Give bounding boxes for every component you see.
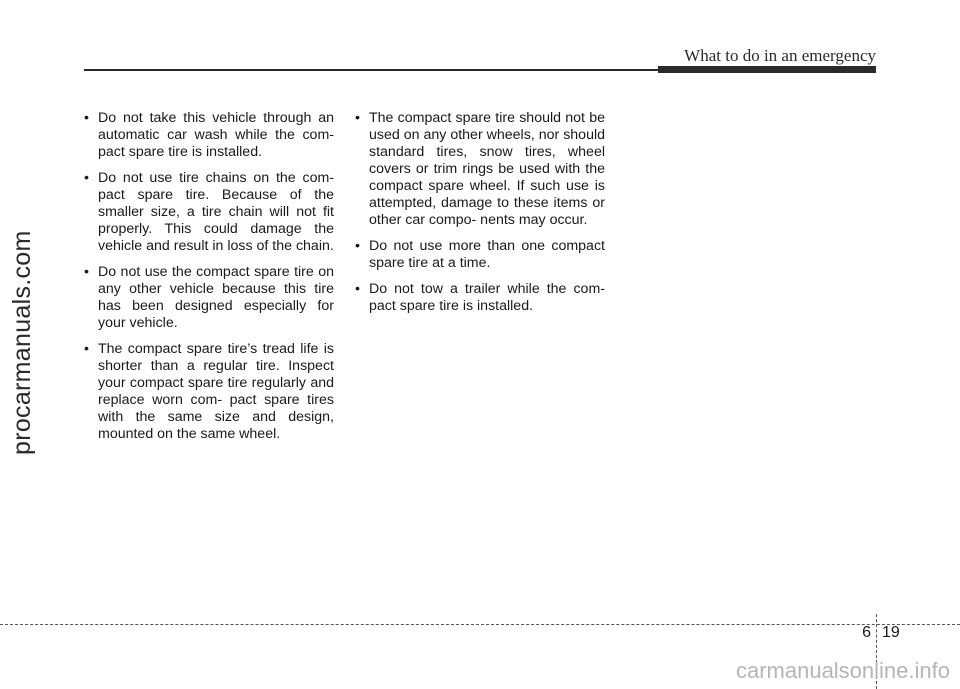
right-column	[355, 110, 605, 324]
side-watermark: procarmanuals.com	[8, 230, 36, 455]
right-bullet-list	[355, 110, 605, 315]
bullet-other-wheels: • The compact spare tire should not be used on any other wheels, nor should standard tires, snow tires, wheel covers or trim rings be used with the compact spare wheel. If such use is attempted, damage to these items or other car compo- nents may occur.	[355, 110, 605, 229]
bullet-tire-chains: • Do not use tire chains on the com- pact spare tire. Because of the smaller size, a tire chain will not fit properly. This could damage the vehicle and result in loss of the chain.	[84, 170, 334, 255]
left-bullet-list	[84, 110, 334, 443]
bullet-one-at-a-time: • Do not use more than one compact spare tire at a time.	[355, 238, 605, 272]
bullet-car-wash: • Do not take this vehicle through an automatic car wash while the com- pact spare tire is installed.	[84, 110, 334, 161]
header-tab-bar	[658, 66, 876, 73]
bullet-tread-life: • The compact spare tire’s tread life is shorter than a regular tire. Inspect your compact spare tire regularly and replace worn com- pact spare tires with the same size and design, mounted on the same wheel.	[84, 341, 334, 443]
bullet-other-vehicle: • Do not use the compact spare tire on any other vehicle because this tire has been designed especially for your vehicle.	[84, 264, 334, 332]
section-title: What to do in an emergency	[684, 46, 876, 65]
left-column	[84, 110, 334, 452]
bottom-watermark: carmanualsonline.info	[735, 658, 950, 683]
bullet-no-trailer: • Do not tow a trailer while the com- pact spare tire is installed.	[355, 281, 605, 315]
chapter-number: 6	[862, 624, 871, 641]
footer-rule	[0, 624, 960, 625]
page-number: 19	[882, 624, 900, 641]
